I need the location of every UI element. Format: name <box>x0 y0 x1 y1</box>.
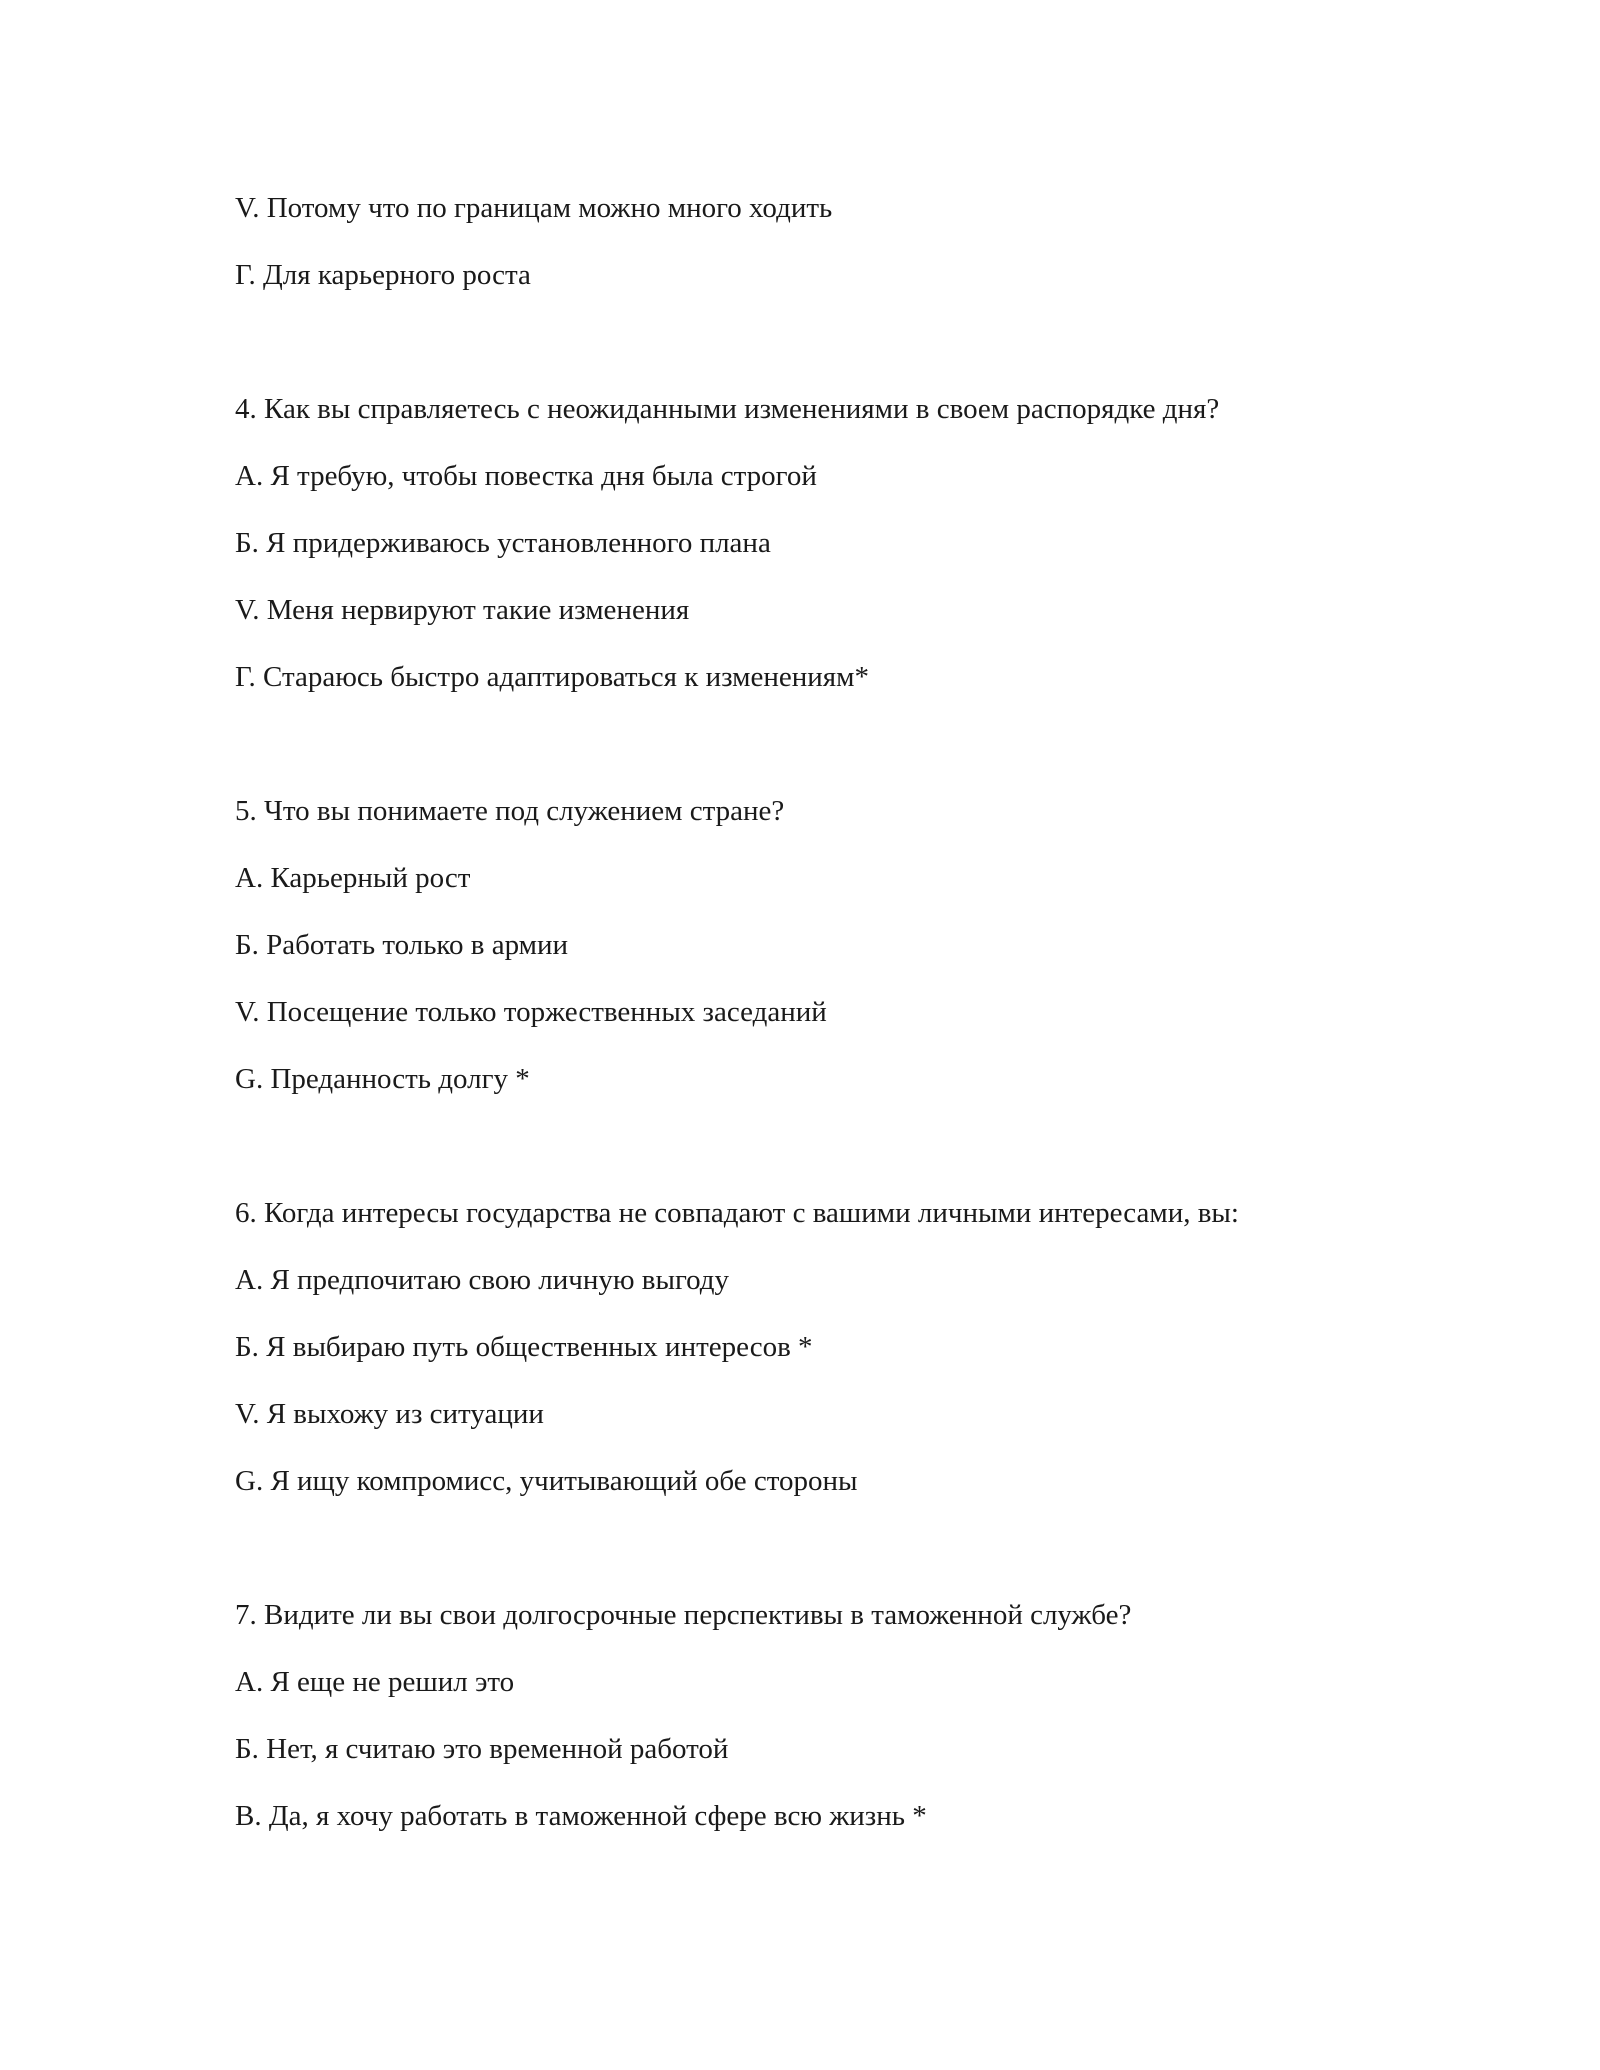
option-line: А. Я еще не решил это <box>235 1666 515 1698</box>
option-line: А. Я требую, чтобы повестка дня была строгой <box>235 460 817 492</box>
option-line: V. Меня нервируют такие изменения <box>235 594 690 626</box>
option-line: Б. Нет, я считаю это временной работой <box>235 1733 729 1765</box>
option-line: Б. Я придерживаюсь установленного плана <box>235 527 771 559</box>
option-line: Г. Стараюсь быстро адаптироваться к изменениям* <box>235 661 869 693</box>
question-line: 6. Когда интересы государства не совпадают с вашими личными интересами, вы: <box>235 1197 1239 1229</box>
option-line: А. Карьерный рост <box>235 862 471 894</box>
question-line: 4. Как вы справляетесь с неожиданными изменениями в своем распорядке дня? <box>235 393 1220 425</box>
option-line: Г. Для карьерного роста <box>235 259 531 291</box>
option-line: G. Преданность долгу * <box>235 1063 530 1095</box>
question-line: 7. Видите ли вы свои долгосрочные перспективы в таможенной службе? <box>235 1599 1132 1631</box>
option-line: В. Да, я хочу работать в таможенной сфере всю жизнь * <box>235 1800 927 1832</box>
option-line: Б. Работать только в армии <box>235 929 569 961</box>
option-line: G. Я ищу компромисс, учитывающий обе стороны <box>235 1465 858 1497</box>
option-line: V. Посещение только торжественных заседаний <box>235 996 827 1028</box>
question-line: 5. Что вы понимаете под служением стране? <box>235 795 785 827</box>
option-line: V. Я выхожу из ситуации <box>235 1398 544 1430</box>
option-line: А. Я предпочитаю свою личную выгоду <box>235 1264 730 1296</box>
option-line: V. Потому что по границам можно много ходить <box>235 192 833 224</box>
option-line: Б. Я выбираю путь общественных интересов * <box>235 1331 813 1363</box>
